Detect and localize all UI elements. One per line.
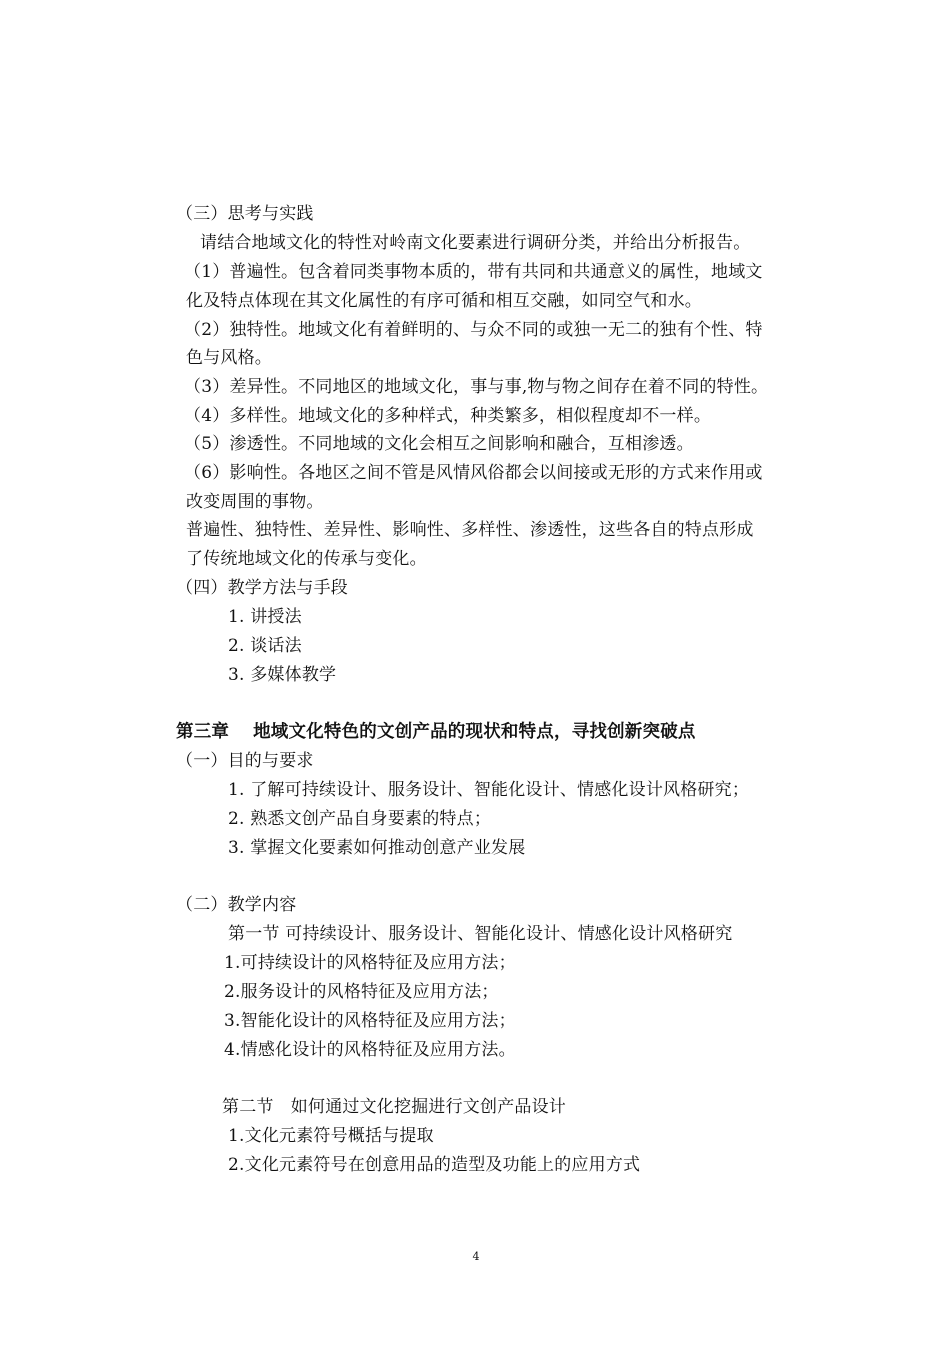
trait-line: 改变周围的事物。 bbox=[186, 492, 324, 512]
trait-line: （2）独特性。地域文化有着鲜明的、与众不同的或独一无二的独有个性、特 bbox=[184, 320, 763, 340]
section1-item: 1.可持续设计的风格特征及应用方法； bbox=[224, 953, 516, 973]
goal-item: 3. 掌握文化要素如何推动创意产业发展 bbox=[228, 838, 526, 858]
trait-line: （5）渗透性。不同地域的文化会相互之间影响和融合，互相渗透。 bbox=[184, 434, 694, 454]
section2-item: 2.文化元素符号在创意用品的造型及功能上的应用方式 bbox=[228, 1155, 641, 1175]
trait-line: （6）影响性。各地区之间不管是风情风俗都会以间接或无形的方式来作用或 bbox=[184, 463, 763, 483]
section2-item: 1.文化元素符号概括与提取 bbox=[228, 1126, 434, 1146]
summary-line: 普遍性、独特性、差异性、影响性、多样性、渗透性，这些各自的特点形成 bbox=[186, 520, 754, 540]
method-item: 3. 多媒体教学 bbox=[228, 665, 337, 685]
trait-line: 色与风格。 bbox=[186, 348, 272, 368]
trait-line: 化及特点体现在其文化属性的有序可循和相互交融，如同空气和水。 bbox=[186, 291, 702, 311]
goal-item: 2. 熟悉文创产品自身要素的特点； bbox=[228, 809, 492, 829]
section1-item: 3.智能化设计的风格特征及应用方法； bbox=[224, 1011, 516, 1031]
section1-title: 第一节 可持续设计、服务设计、智能化设计、情感化设计风格研究 bbox=[228, 924, 733, 944]
section1-item: 4.情感化设计的风格特征及应用方法。 bbox=[224, 1040, 516, 1060]
section3-intro: 请结合地域文化的特性对岭南文化要素进行调研分类，并给出分析报告。 bbox=[200, 233, 751, 253]
summary-line: 了传统地域文化的传承与变化。 bbox=[186, 549, 427, 569]
section1-item: 2.服务设计的风格特征及应用方法； bbox=[224, 982, 499, 1002]
trait-line: （3）差异性。不同地区的地域文化，事与事,物与物之间存在着不同的特性。 bbox=[184, 377, 769, 397]
content-heading: （二）教学内容 bbox=[176, 895, 297, 915]
section3-heading: （三）思考与实践 bbox=[176, 204, 314, 224]
section2-title: 第二节 如何通过文化挖掘进行文创产品设计 bbox=[222, 1097, 566, 1117]
goals-heading: （一）目的与要求 bbox=[176, 751, 314, 771]
goal-item: 1. 了解可持续设计、服务设计、智能化设计、情感化设计风格研究； bbox=[228, 780, 750, 800]
page-number: 4 bbox=[472, 1250, 480, 1263]
trait-line: （4）多样性。地域文化的多种样式，种类繁多，相似程度却不一样。 bbox=[184, 406, 712, 426]
method-item: 1. 讲授法 bbox=[228, 607, 302, 627]
chapter-title: 第三章 地域文化特色的文创产品的现状和特点，寻找创新突破点 bbox=[176, 722, 696, 742]
trait-line: （1）普遍性。包含着同类事物本质的，带有共同和共通意义的属性，地域文 bbox=[184, 262, 763, 282]
method-item: 2. 谈话法 bbox=[228, 636, 302, 656]
section4-heading: （四）教学方法与手段 bbox=[176, 578, 348, 598]
